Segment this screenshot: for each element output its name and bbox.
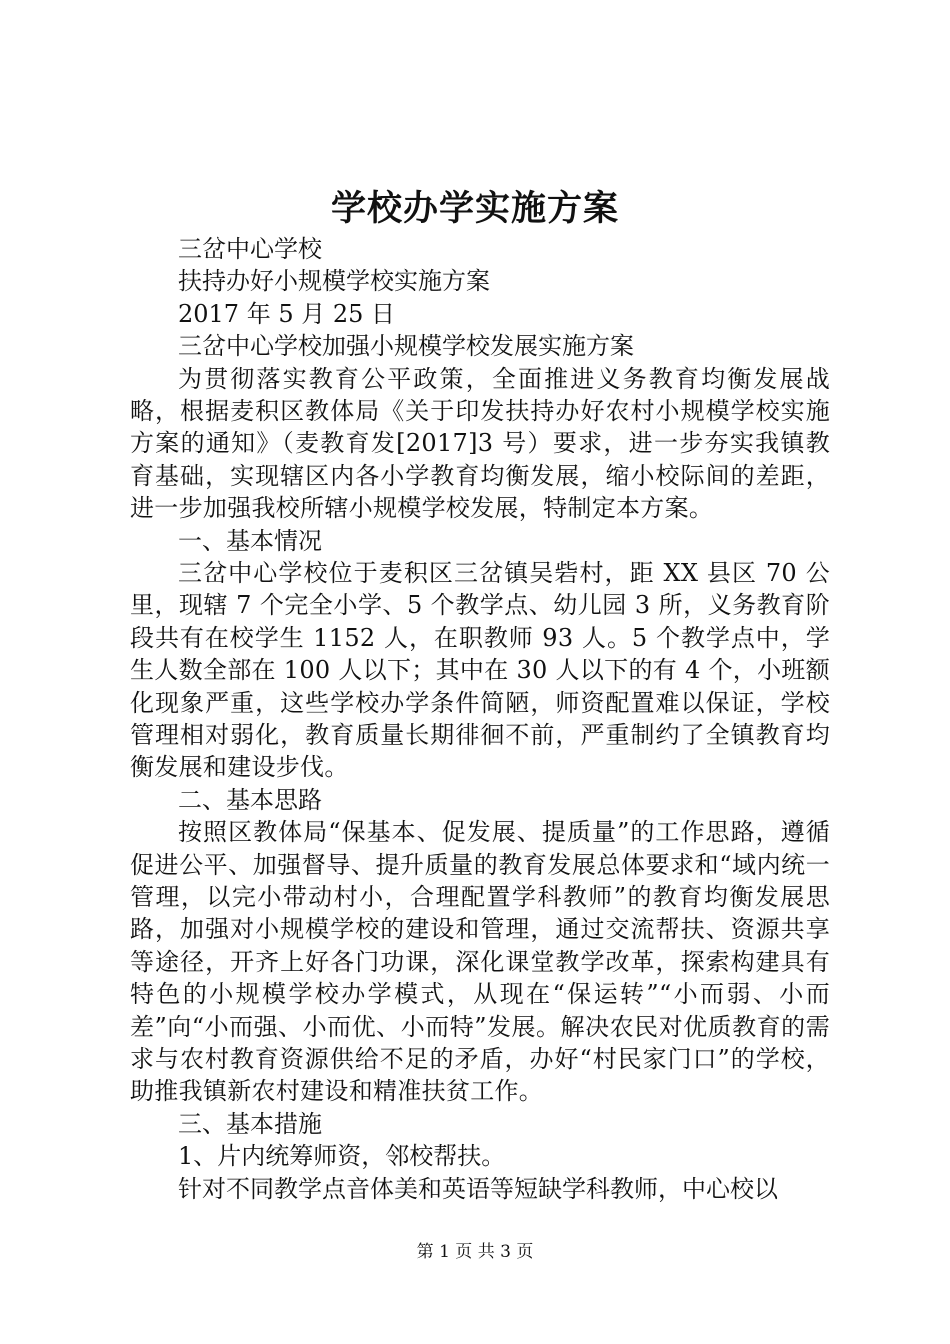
measure-1-body: 针对不同教学点音体美和英语等短缺学科教师，中心校以: [178, 1174, 778, 1203]
document-body: [130, 233, 830, 1205]
heading-line: 三岔中心学校加强小规模学校发展实施方案: [178, 332, 634, 361]
section-1-body: 三岔中心学校位于麦积区三岔镇吴砦村，距 XX 县区 70 公里，现辖 7 个完全小学、5 个教学点、幼儿园 3 所，义务教育阶段共有在校学生 1152 人，在职教师 93 人。5 个教学点中，学生人数全部在 100 人以下；其中在 30 人以下的有 4 个，小班额化现象严重，这些学校办学条件简陋，师资配置难以保证，学校管理相对弱化，教育质量长期徘徊不前，严重制约了全镇教育均衡发展和建设步伐。: [130, 558, 830, 782]
date-line: 2017 年 5 月 25 日: [178, 299, 396, 328]
section-1-title: 一、基本情况: [178, 526, 322, 555]
subject-line: 扶持办好小规模学校实施方案: [178, 267, 490, 296]
page-footer: 第 1 页 共 3 页: [416, 1242, 534, 1262]
section-2-title: 二、基本思路: [178, 785, 322, 814]
document-title: 学校办学实施方案: [330, 188, 619, 229]
section-3-title: 三、基本措施: [178, 1109, 322, 1138]
measure-1-title: 1、片内统筹师资，邻校帮扶。: [178, 1142, 506, 1171]
section-2-body: 按照区教体局“保基本、促发展、提质量”的工作思路，遵循促进公平、加强督导、提升质量的教育发展总体要求和“域内统一管理，以完小带动村小，合理配置学科教师”的教育均衡发展思路，加强对小规模学校的建设和管理，通过交流帮扶、资源共享等途径，开齐上好各门功课，深化课堂教学改革，探索构建具有特色的小规模学校办学模式，从现在“保运转”“小而弱、小而差”向“小而强、小而优、小而特”发展。解决农民对优质教育的需求与农村教育资源供给不足的矛盾，办好“村民家门口”的学校，助推我镇新农村建设和精准扶贫工作。: [130, 818, 830, 1106]
intro-paragraph: 为贯彻落实教育公平政策，全面推进义务教育均衡发展战略，根据麦积区教体局《关于印发扶持办好农村小规模学校实施方案的通知》（麦教育发[2017]3 号）要求，进一步夯实我镇教育基础，实现辖区内各小学教育均衡发展，缩小校际间的差距，进一步加强我校所辖小规模学校发展，特制定本方案。: [130, 364, 830, 523]
school-name-line: 三岔中心学校: [178, 235, 322, 263]
